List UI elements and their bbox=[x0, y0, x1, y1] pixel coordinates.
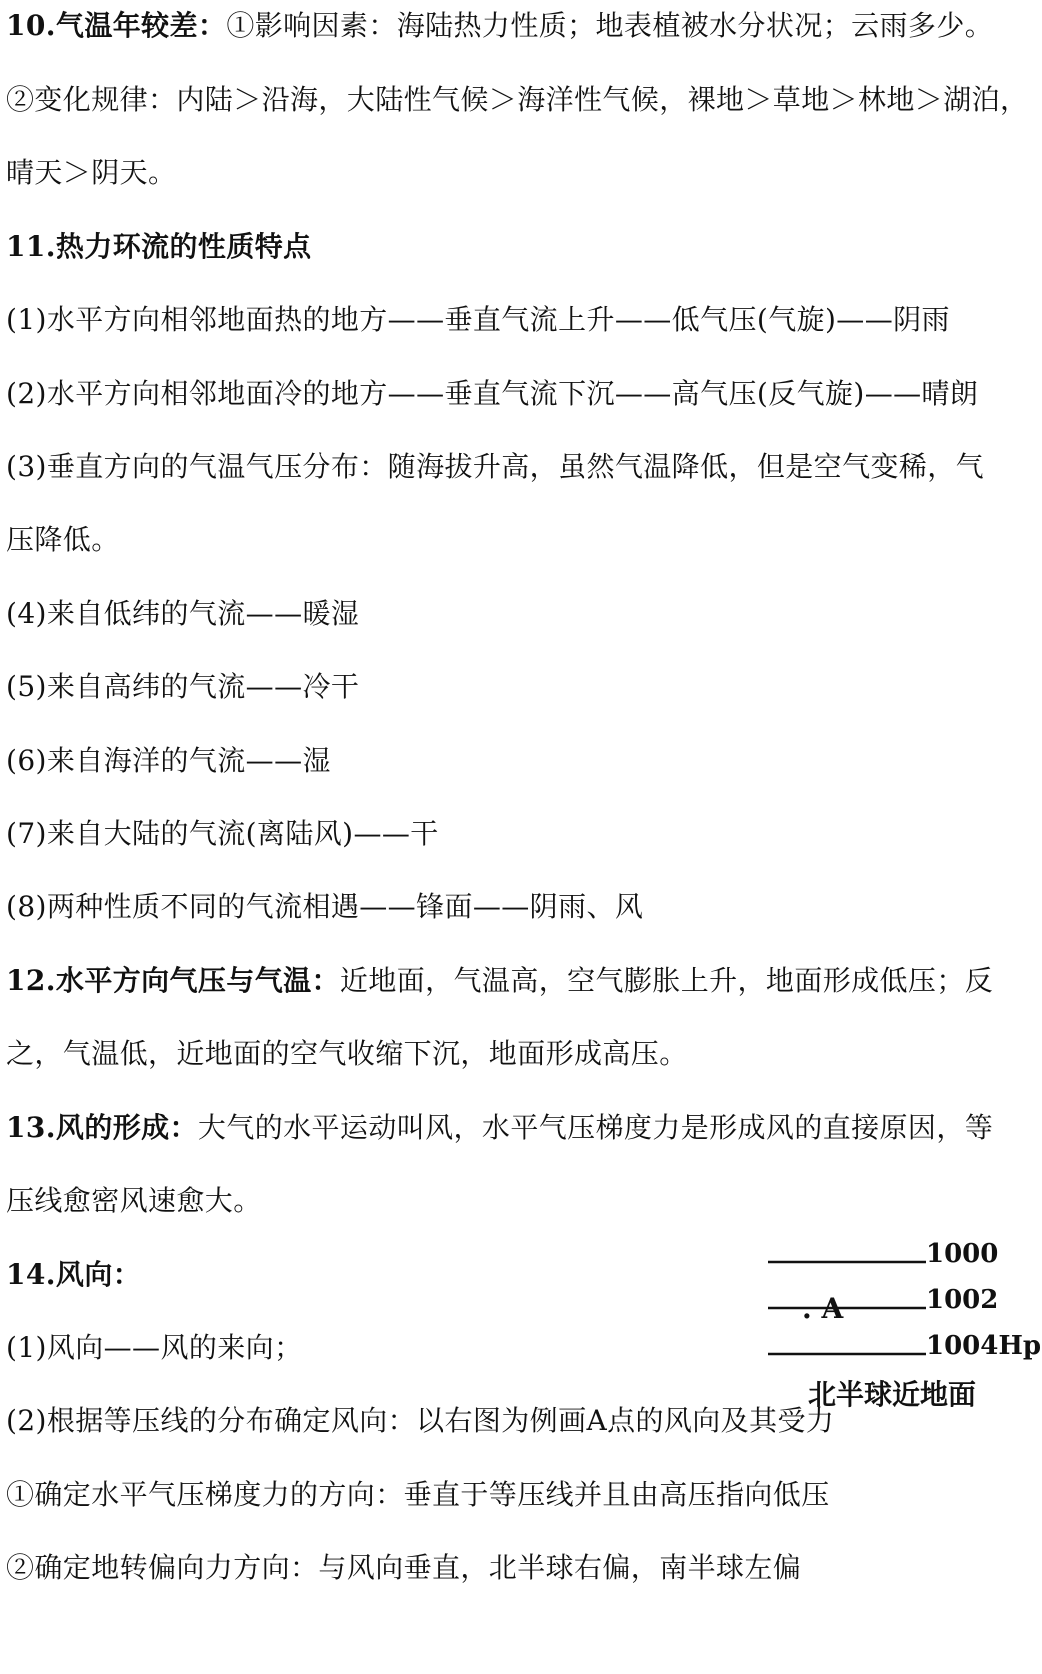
line-2 bbox=[6, 80, 1028, 120]
line-text: ①影响因素：海陆热力性质；地表植被水分状况；云雨多少。 bbox=[226, 9, 994, 42]
isobar-label-1002: 1002 bbox=[926, 1285, 999, 1315]
line-22 bbox=[6, 1548, 801, 1588]
line-15 bbox=[6, 1034, 688, 1074]
line-16 bbox=[6, 1108, 993, 1148]
line-text: (7)来自大陆的气流(离陆风)——干 bbox=[6, 817, 439, 850]
line-text: (6)来自海洋的气流——湿 bbox=[6, 744, 331, 777]
line-21 bbox=[6, 1475, 830, 1515]
line-5 bbox=[6, 300, 950, 340]
line-text: (5)来自高纬的气流——冷干 bbox=[6, 670, 360, 703]
line-14 bbox=[6, 961, 993, 1001]
line-text: (3)垂直方向的气温气压分布：随海拔升高，虽然气温降低，但是空气变稀，气 bbox=[6, 450, 985, 483]
line-4 bbox=[6, 227, 312, 267]
section-heading: 12.水平方向气压与气温： bbox=[6, 964, 340, 997]
line-text: 大气的水平运动叫风，水平气压梯度力是形成风的直接原因，等 bbox=[197, 1111, 994, 1144]
line-17 bbox=[6, 1181, 262, 1221]
section-heading: 14.风向： bbox=[6, 1258, 142, 1291]
line-6 bbox=[6, 374, 978, 414]
line-11 bbox=[6, 741, 331, 781]
line-8 bbox=[6, 520, 120, 560]
line-1 bbox=[6, 6, 993, 46]
section-heading: 10.气温年较差： bbox=[6, 9, 227, 42]
section-heading: 13.风的形成： bbox=[6, 1111, 198, 1144]
isobar-figure bbox=[760, 1232, 1042, 1428]
line-text: (2)根据等压线的分布确定风向：以右图为例画A点的风向及其受力 bbox=[6, 1404, 835, 1437]
line-text: 晴天＞阴天。 bbox=[6, 156, 177, 189]
line-7 bbox=[6, 447, 984, 487]
point-a-label: . A bbox=[802, 1292, 844, 1325]
line-text: (8)两种性质不同的气流相遇——锋面——阴雨、风 bbox=[6, 890, 644, 923]
isobar-label-1000: 1000 bbox=[926, 1239, 999, 1269]
line-text: (2)水平方向相邻地面冷的地方——垂直气流下沉——高气压(反气旋)——晴朗 bbox=[6, 377, 979, 410]
line-12 bbox=[6, 814, 439, 854]
line-18 bbox=[6, 1255, 141, 1295]
line-text: 压降低。 bbox=[6, 523, 120, 556]
line-20 bbox=[6, 1401, 834, 1441]
line-19 bbox=[6, 1328, 302, 1368]
line-text: 近地面，气温高，空气膨胀上升，地面形成低压；反 bbox=[339, 964, 994, 997]
line-text: ②变化规律：内陆＞沿海，大陆性气候＞海洋性气候，裸地＞草地＞林地＞湖泊， bbox=[6, 83, 1029, 116]
section-heading: 11.热力环流的性质特点 bbox=[6, 230, 312, 263]
line-3 bbox=[6, 153, 176, 193]
line-9 bbox=[6, 594, 359, 634]
line-13 bbox=[6, 887, 643, 927]
figure-caption: 北半球近地面 bbox=[808, 1378, 977, 1411]
line-10 bbox=[6, 667, 359, 707]
line-text: ②确定地转偏向力方向：与风向垂直，北半球右偏，南半球左偏 bbox=[6, 1551, 802, 1584]
line-text: (4)来自低纬的气流——暖湿 bbox=[6, 597, 360, 630]
isobar-label-1004: 1004Hp bbox=[926, 1331, 1042, 1361]
line-text: (1)风向——风的来向； bbox=[6, 1331, 303, 1364]
line-text: 之，气温低，近地面的空气收缩下沉，地面形成高压。 bbox=[6, 1037, 688, 1070]
line-text: ①确定水平气压梯度力的方向：垂直于等压线并且由高压指向低压 bbox=[6, 1478, 830, 1511]
line-text: 压线愈密风速愈大。 bbox=[6, 1184, 262, 1217]
line-text: (1)水平方向相邻地面热的地方——垂直气流上升——低气压(气旋)——阴雨 bbox=[6, 303, 950, 336]
